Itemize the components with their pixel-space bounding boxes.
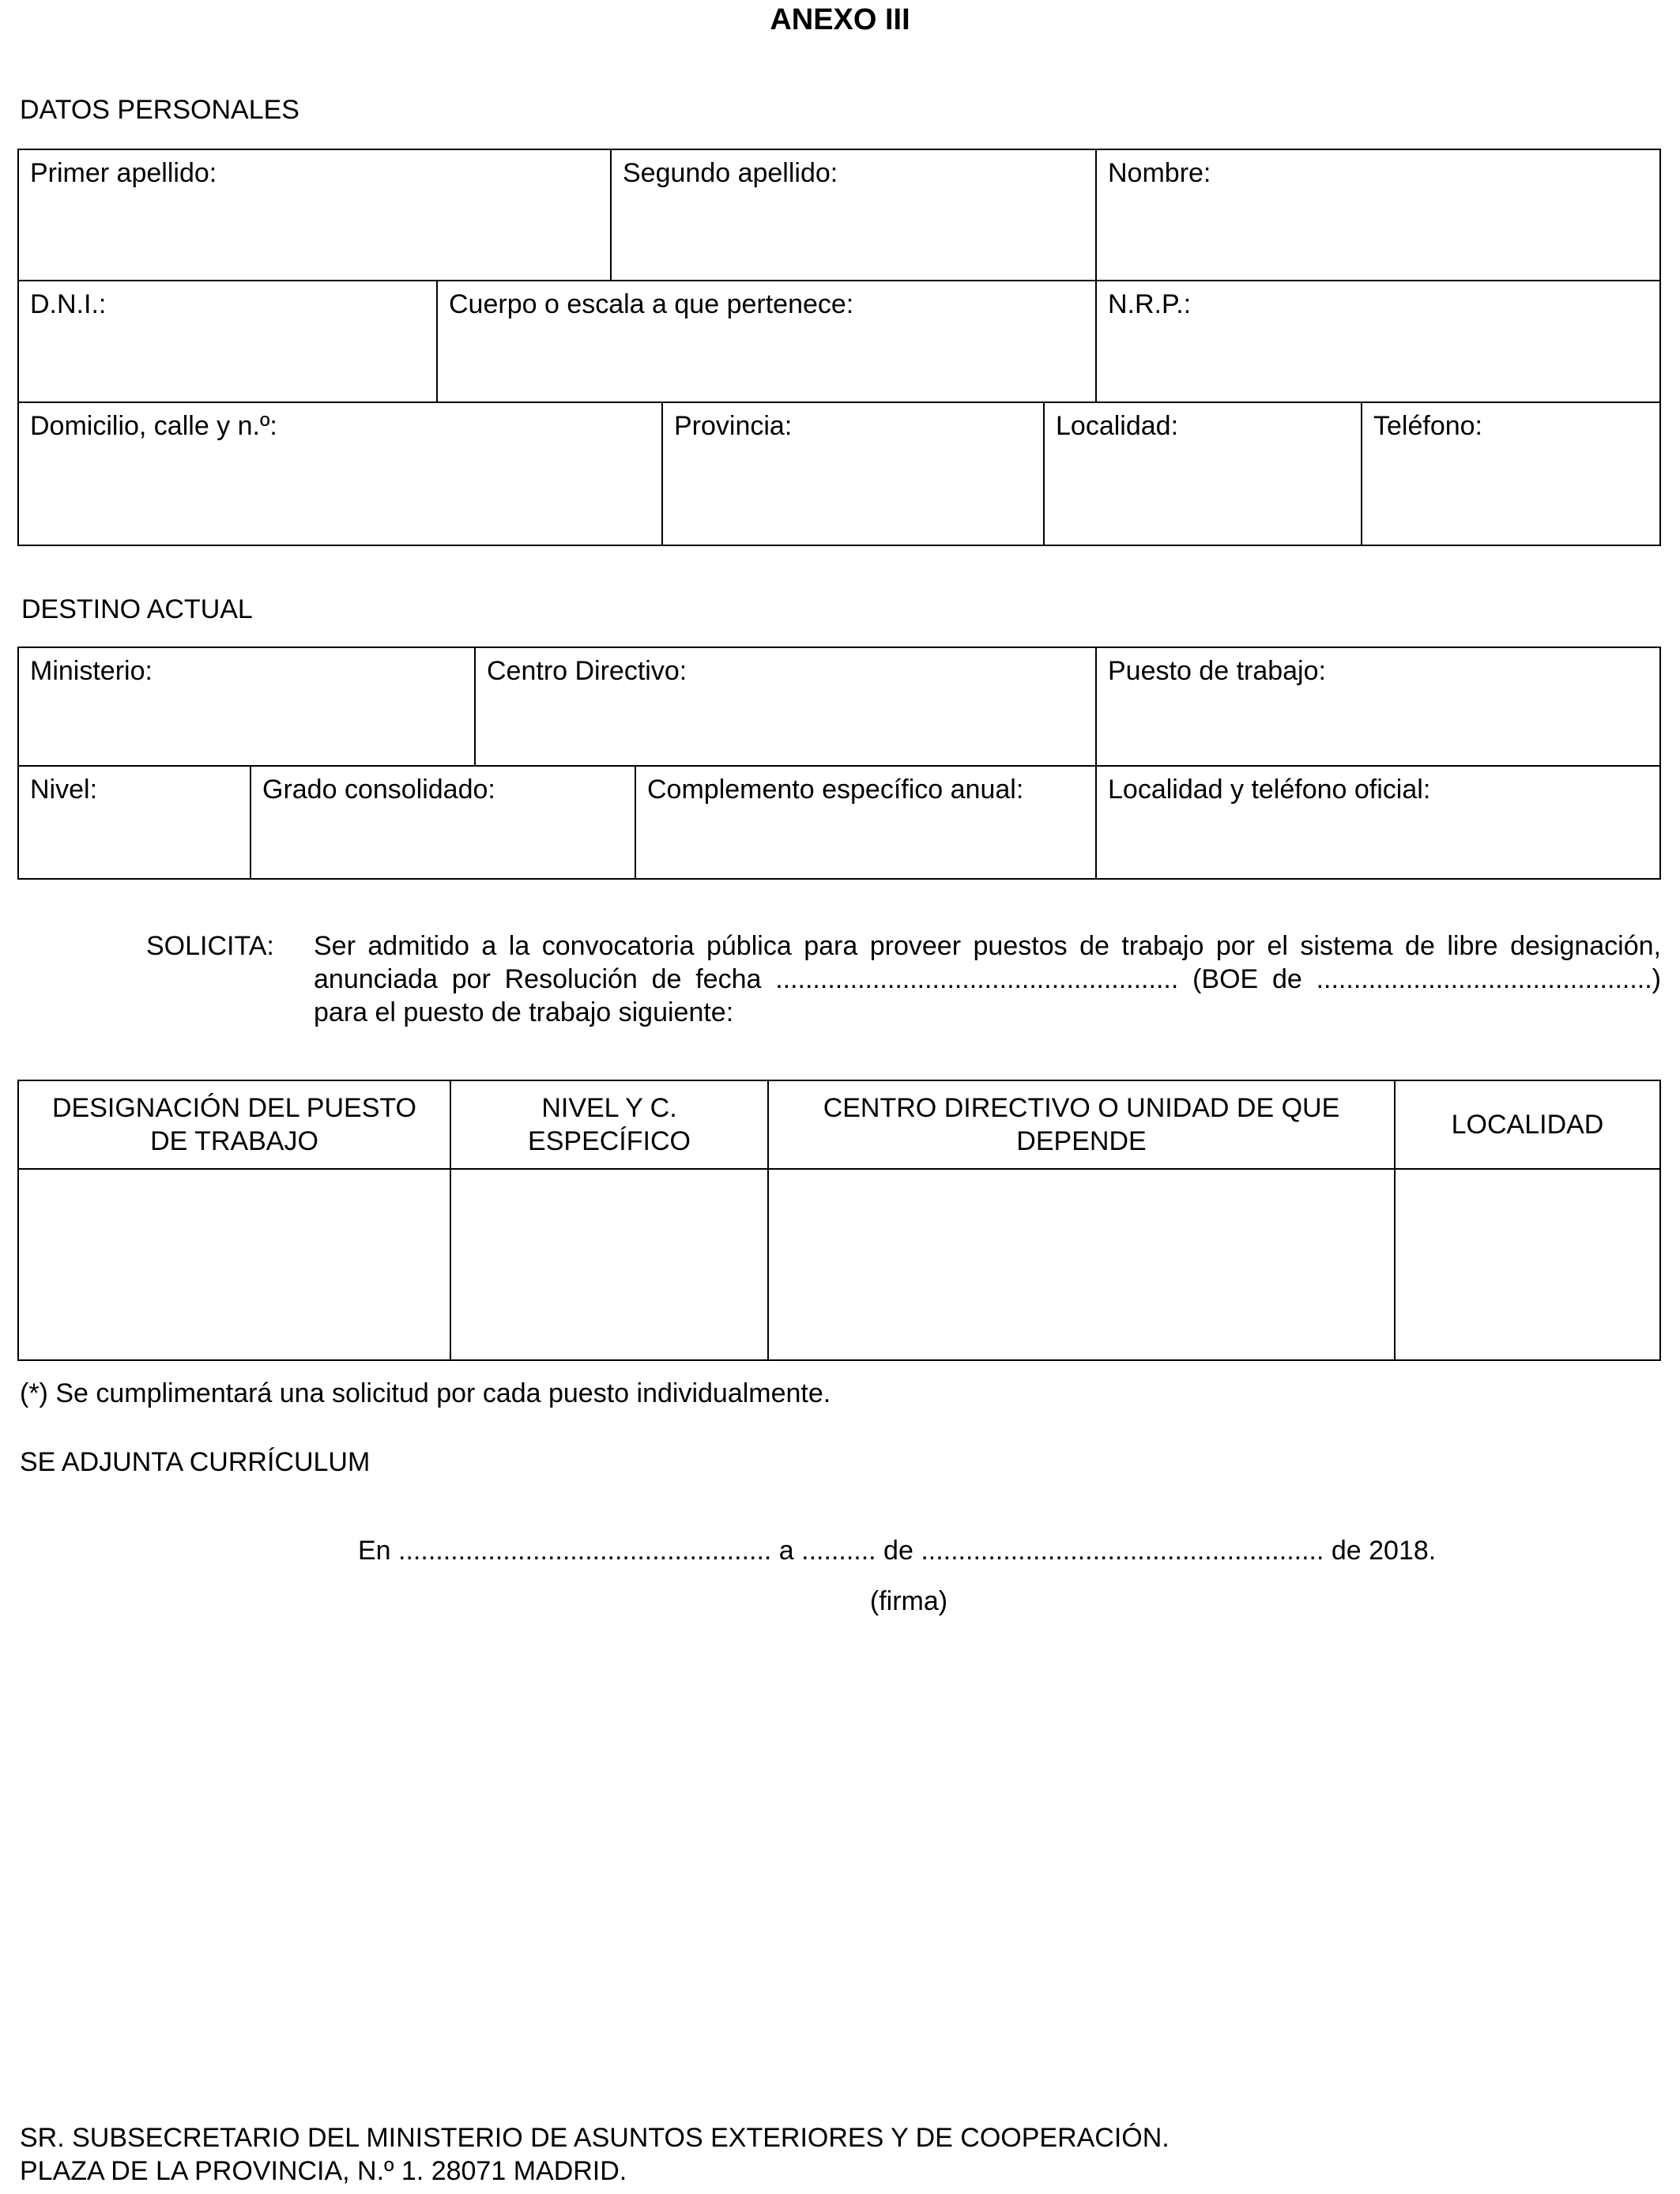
nivel-field[interactable] xyxy=(19,767,250,878)
datos-personales-form xyxy=(17,149,1661,546)
field-label: Nivel: xyxy=(30,775,98,805)
addressee-line: SR. SUBSECRETARIO DEL MINISTERIO DE ASUNTOS EXTERIORES Y DE COOPERACIÓN. xyxy=(20,2123,1170,2153)
section-datos-personales: DATOS PERSONALES xyxy=(20,95,299,125)
note-text: (*) Se cumplimentará una solicitud por cada puesto individualmente. xyxy=(20,1378,831,1408)
primer-apellido-field[interactable] xyxy=(19,150,610,280)
header-line: DESIGNACIÓN DEL PUESTO xyxy=(52,1093,416,1123)
curriculum-text: SE ADJUNTA CURRÍCULUM xyxy=(20,1447,371,1477)
complemento-especifico-field[interactable] xyxy=(635,767,1095,878)
field-label: Domicilio, calle y n.º: xyxy=(30,411,277,441)
field-label: D.N.I.: xyxy=(30,289,107,319)
field-label: Provincia: xyxy=(674,411,793,441)
field-label: Grado consolidado: xyxy=(262,775,495,805)
field-label: Complemento específico anual: xyxy=(647,775,1024,805)
header-line: CENTRO DIRECTIVO O UNIDAD DE QUE xyxy=(823,1093,1340,1123)
form-row xyxy=(19,648,1659,765)
header-line: DE TRABAJO xyxy=(150,1126,318,1156)
table-header-row xyxy=(19,1081,1659,1168)
solicita-line: Ser admitido a la convocatoria pública para proveer puestos de trabajo por el sistema de libre designación, xyxy=(314,931,1661,961)
table-row xyxy=(19,1168,1659,1359)
cuerpo-escala-field[interactable] xyxy=(436,281,1095,401)
destino-actual-form xyxy=(17,647,1661,880)
firma-label: (firma) xyxy=(869,1586,948,1616)
puesto-table xyxy=(17,1080,1661,1361)
page-title: ANEXO III xyxy=(770,3,910,36)
nombre-field[interactable] xyxy=(1095,150,1659,280)
header-line: NIVEL Y C. xyxy=(541,1093,677,1123)
telefono-field[interactable] xyxy=(1361,403,1659,545)
header-line: LOCALIDAD xyxy=(1451,1110,1604,1140)
column-header-centro-directivo xyxy=(767,1081,1394,1168)
solicita-line: anunciada por Resolución de fecha ...................................................... (BOE de .............................................) xyxy=(314,964,1661,994)
provincia-field[interactable] xyxy=(661,403,1043,545)
column-header-localidad xyxy=(1394,1081,1659,1168)
form-row xyxy=(19,765,1659,878)
localidad-telefono-oficial-field[interactable] xyxy=(1095,767,1659,878)
form-row xyxy=(19,401,1659,545)
field-label: Primer apellido: xyxy=(30,158,217,188)
field-label: Localidad y teléfono oficial: xyxy=(1108,775,1431,805)
segundo-apellido-field[interactable] xyxy=(610,150,1095,280)
addressee-line: PLAZA DE LA PROVINCIA, N.º 1. 28071 MADRID. xyxy=(20,2156,627,2186)
field-label: Ministerio: xyxy=(30,656,153,686)
localidad-input-cell[interactable] xyxy=(1394,1170,1659,1359)
form-row xyxy=(19,150,1659,280)
column-header-nivel xyxy=(450,1081,767,1168)
field-label: Cuerpo o escala a que pertenece: xyxy=(449,289,854,319)
solicita-line: para el puesto de trabajo siguiente: xyxy=(314,997,734,1027)
column-header-designacion xyxy=(19,1081,450,1168)
form-row xyxy=(19,280,1659,401)
field-label: Localidad: xyxy=(1056,411,1179,441)
localidad-field[interactable] xyxy=(1043,403,1361,545)
domicilio-field[interactable] xyxy=(19,403,661,545)
field-label: Segundo apellido: xyxy=(623,158,838,188)
designacion-input-cell[interactable] xyxy=(19,1170,450,1359)
grado-consolidado-field[interactable] xyxy=(250,767,635,878)
field-label: Puesto de trabajo: xyxy=(1108,656,1326,686)
section-destino-actual: DESTINO ACTUAL xyxy=(21,594,253,624)
centro-directivo-field[interactable] xyxy=(474,648,1095,765)
nrp-field[interactable] xyxy=(1095,281,1659,401)
nivel-input-cell[interactable] xyxy=(450,1170,767,1359)
header-line: DEPENDE xyxy=(1016,1126,1147,1156)
solicita-label: SOLICITA: xyxy=(146,931,274,961)
centro-directivo-input-cell[interactable] xyxy=(767,1170,1394,1359)
field-label: Centro Directivo: xyxy=(487,656,687,686)
header-line: ESPECÍFICO xyxy=(528,1126,691,1156)
dni-field[interactable] xyxy=(19,281,436,401)
ministerio-field[interactable] xyxy=(19,648,474,765)
puesto-trabajo-field[interactable] xyxy=(1095,648,1659,765)
field-label: N.R.P.: xyxy=(1108,289,1192,319)
field-label: Nombre: xyxy=(1108,158,1211,188)
date-line: En .................................................. a .......... de ...................................................... de 2018. xyxy=(358,1536,1437,1566)
field-label: Teléfono: xyxy=(1373,411,1482,441)
